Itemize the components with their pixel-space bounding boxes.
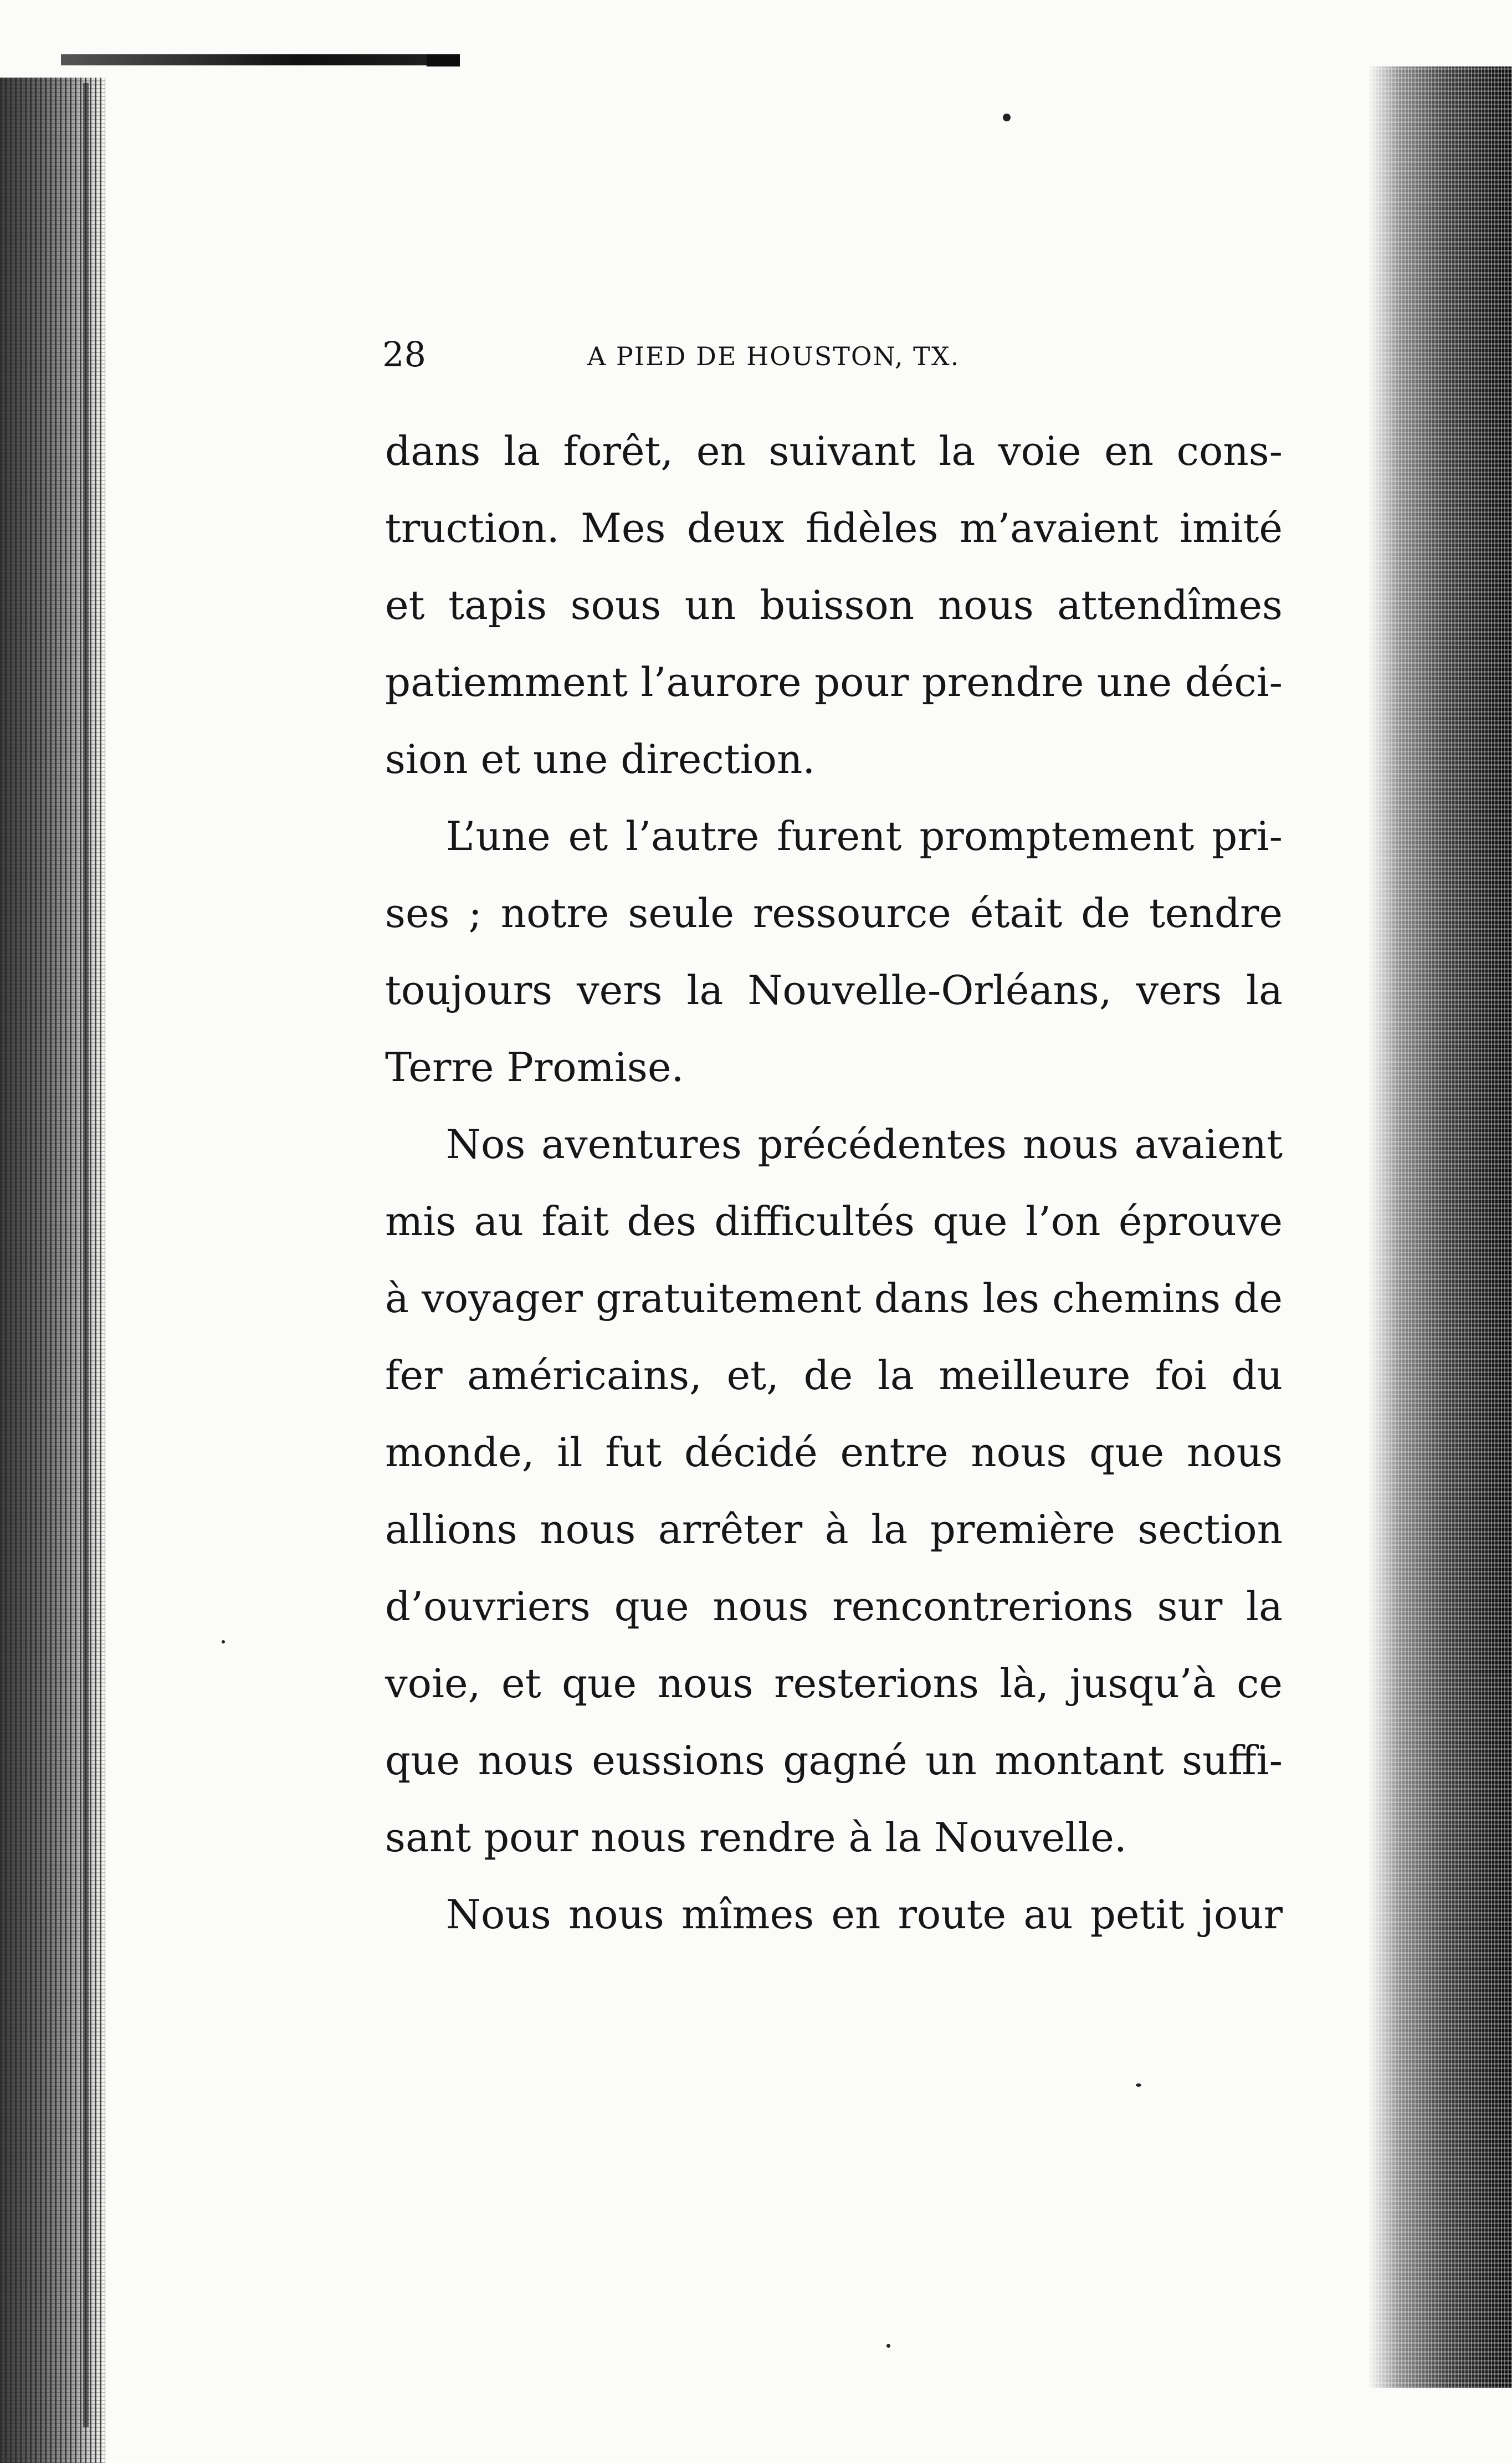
paragraph-first-line: Nos aventures précédentes nous avaient (446, 1121, 1283, 1168)
paragraph-first-line: L’une et l’autre furent promptement pri- (446, 813, 1283, 859)
paragraph-first-line: Nous nous mîmes en route au petit jour (446, 1891, 1283, 1938)
text-line: d’ouvriers que nous rencontrerions sur la (385, 1583, 1283, 1630)
text-line: mis au fait des difficultés que l’on éprouve (385, 1198, 1283, 1245)
scan-speck (1003, 114, 1011, 121)
text-line: que nous eussions gagné un montant suffi- (385, 1737, 1283, 1784)
text-line: à voyager gratuitement dans les chemins de (385, 1275, 1283, 1322)
text-line: allions nous arrêter à la première section (385, 1506, 1283, 1553)
text-line: patiemment l’aurore pour prendre une déci- (385, 659, 1283, 705)
text-line: monde, il fut décidé entre nous que nous (385, 1429, 1283, 1476)
scan-speck (222, 1640, 225, 1643)
text-line: toujours vers la Nouvelle-Orléans, vers la (385, 967, 1283, 1013)
left-binding-edge (0, 78, 105, 2463)
page-number: 28 (382, 334, 426, 375)
text-line: dans la forêt, en suivant la voie en cons- (385, 428, 1283, 474)
body-text (385, 413, 1283, 1953)
text-line: sant pour nous rendre à la Nouvelle. (385, 1814, 1127, 1861)
text-line: sion et une direction. (385, 736, 816, 782)
text-line: et tapis sous un buisson nous attendîmes (385, 582, 1283, 628)
scan-speck (886, 2344, 890, 2348)
text-line: voie, et que nous resterions là, jusqu’à ce (385, 1660, 1283, 1707)
text-line: ses ; notre seule ressource était de tendre (385, 890, 1283, 936)
binding-shadow-line (83, 83, 89, 2427)
top-scan-rule (61, 54, 460, 65)
text-line: truction. Mes deux fidèles m’avaient imité (385, 505, 1283, 551)
top-scan-rule-end (427, 54, 460, 66)
text-line: Terre Promise. (385, 1044, 684, 1090)
scan-speck (1136, 2083, 1141, 2087)
page-header (382, 330, 1130, 380)
text-line: fer américains, et, de la meilleure foi du (385, 1352, 1283, 1399)
right-page-edge (1368, 66, 1512, 2388)
running-head-title: A PIED DE HOUSTON, TX. (587, 341, 960, 371)
